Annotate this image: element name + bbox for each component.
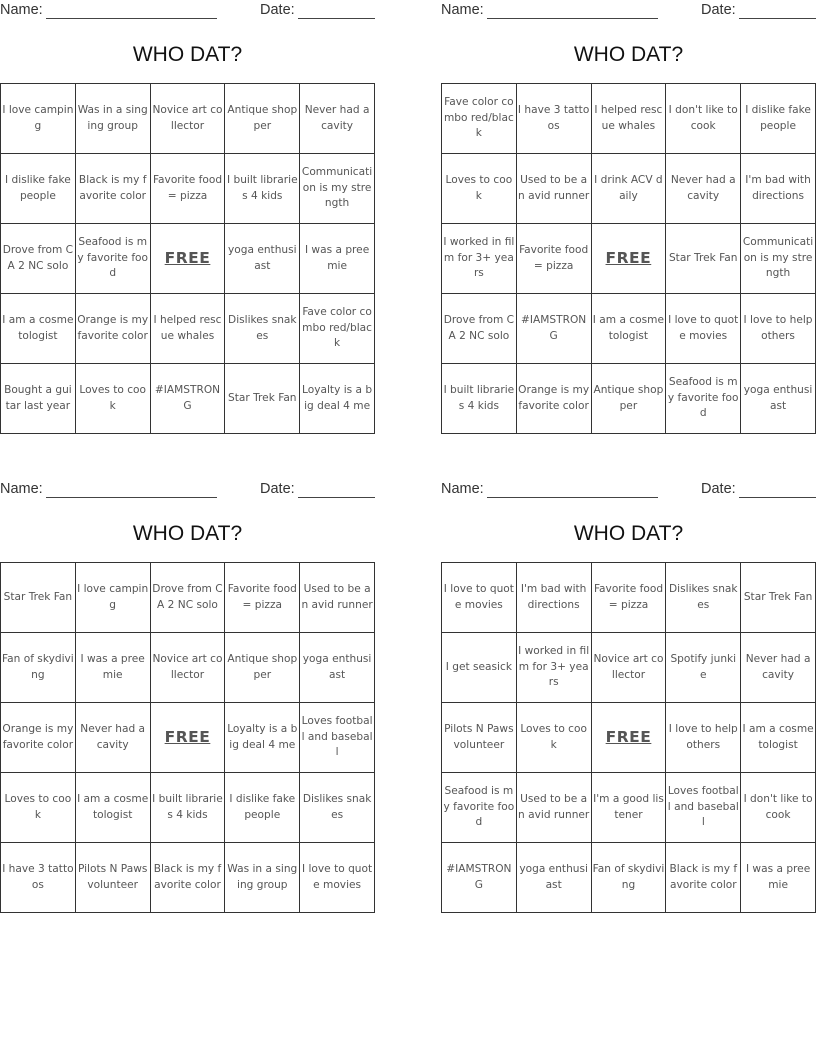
date-blank-line[interactable] <box>298 497 375 498</box>
bingo-square[interactable]: I love to quote movies <box>442 563 517 633</box>
name-blank-line[interactable] <box>487 497 658 498</box>
bingo-square[interactable]: I drink ACV daily <box>591 154 666 224</box>
bingo-square[interactable]: Orange is my favorite color <box>1 703 76 773</box>
bingo-row <box>1 364 375 434</box>
bingo-row <box>1 154 375 224</box>
bingo-square[interactable]: I dislike fake people <box>225 773 300 843</box>
bingo-square[interactable]: Star Trek Fan <box>741 563 816 633</box>
bingo-square[interactable]: Seafood is my favorite food <box>442 773 517 843</box>
bingo-row <box>1 703 375 773</box>
bingo-row <box>1 294 375 364</box>
bingo-square[interactable]: I dislike fake people <box>1 154 76 224</box>
bingo-square[interactable]: I get seasick <box>442 633 517 703</box>
bingo-square[interactable]: Antique shopper <box>225 633 300 703</box>
card-title: WHO DAT? <box>132 43 243 66</box>
bingo-row <box>442 154 816 224</box>
bingo-row <box>442 703 816 773</box>
date-blank-line[interactable] <box>739 497 816 498</box>
bingo-square[interactable]: Drove from CA 2 NC solo <box>1 224 76 294</box>
bingo-square[interactable]: Drove from CA 2 NC solo <box>150 563 225 633</box>
bingo-row <box>442 773 816 843</box>
bingo-square[interactable]: Favorite food = pizza <box>150 154 225 224</box>
date-label: Date: <box>701 2 736 18</box>
bingo-square[interactable]: I worked in film for 3+ years <box>442 224 517 294</box>
bingo-square[interactable]: Fan of skydiving <box>1 633 76 703</box>
bingo-square[interactable]: Black is my favorite color <box>150 843 225 913</box>
bingo-square[interactable]: yoga enthusiast <box>225 224 300 294</box>
bingo-square[interactable]: yoga enthusiast <box>300 633 375 703</box>
bingo-square[interactable]: #IAMSTRONG <box>442 843 517 913</box>
bingo-square[interactable]: Orange is my favorite color <box>516 364 591 434</box>
bingo-row <box>442 843 816 913</box>
bingo-row <box>442 563 816 633</box>
bingo-square[interactable]: I was a preemie <box>300 224 375 294</box>
bingo-row <box>1 843 375 913</box>
card-header <box>441 2 816 22</box>
bingo-square[interactable]: I was a preemie <box>75 633 150 703</box>
name-blank-line[interactable] <box>46 18 217 19</box>
bingo-card <box>0 0 375 440</box>
bingo-square[interactable]: I was a preemie <box>741 843 816 913</box>
bingo-row <box>442 364 816 434</box>
bingo-square[interactable]: I love camping <box>75 563 150 633</box>
card-header <box>0 2 375 22</box>
bingo-square[interactable]: Never had a cavity <box>300 84 375 154</box>
name-label: Name: <box>441 481 484 497</box>
bingo-card <box>0 479 375 919</box>
bingo-square[interactable]: I have 3 tattoos <box>516 84 591 154</box>
bingo-square[interactable]: Loves football and baseball <box>300 703 375 773</box>
bingo-square[interactable]: Loves to cook <box>75 364 150 434</box>
bingo-square[interactable]: Dislikes snakes <box>225 294 300 364</box>
bingo-square[interactable]: Was in a singing group <box>75 84 150 154</box>
bingo-square[interactable]: Loves to cook <box>1 773 76 843</box>
bingo-square[interactable]: Never had a cavity <box>75 703 150 773</box>
bingo-square[interactable]: Seafood is my favorite food <box>666 364 741 434</box>
bingo-card <box>441 479 816 919</box>
bingo-square[interactable]: I helped rescue whales <box>150 294 225 364</box>
bingo-square[interactable]: Loyalty is a big deal 4 me <box>225 703 300 773</box>
bingo-card <box>441 0 816 440</box>
bingo-square[interactable]: Orange is my favorite color <box>75 294 150 364</box>
card-header <box>0 481 375 501</box>
bingo-square[interactable]: Star Trek Fan <box>1 563 76 633</box>
bingo-square[interactable]: Was in a singing group <box>225 843 300 913</box>
bingo-square[interactable]: Favorite food = pizza <box>591 563 666 633</box>
card-header <box>441 481 816 501</box>
bingo-square[interactable]: I built libraries 4 kids <box>150 773 225 843</box>
bingo-square[interactable]: I love camping <box>1 84 76 154</box>
bingo-square[interactable]: Favorite food = pizza <box>225 563 300 633</box>
bingo-square[interactable]: Dislikes snakes <box>300 773 375 843</box>
date-label: Date: <box>701 481 736 497</box>
bingo-square[interactable]: I'm bad with directions <box>741 154 816 224</box>
bingo-square[interactable]: Pilots N Paws volunteer <box>75 843 150 913</box>
bingo-square[interactable]: Communication is my strength <box>300 154 375 224</box>
bingo-square[interactable]: Used to be an avid runner <box>516 154 591 224</box>
card-title: WHO DAT? <box>132 522 243 545</box>
bingo-square[interactable]: yoga enthusiast <box>741 364 816 434</box>
bingo-square[interactable]: #IAMSTRONG <box>150 364 225 434</box>
card-title: WHO DAT? <box>573 522 684 545</box>
date-blank-line[interactable] <box>739 18 816 19</box>
bingo-square[interactable]: I am a cosmetologist <box>591 294 666 364</box>
bingo-square[interactable]: Black is my favorite color <box>666 843 741 913</box>
bingo-square[interactable]: I'm bad with directions <box>516 563 591 633</box>
bingo-row <box>1 773 375 843</box>
bingo-square[interactable]: I am a cosmetologist <box>1 294 76 364</box>
bingo-grid <box>441 83 816 434</box>
bingo-row <box>442 224 816 294</box>
bingo-square[interactable]: I love to quote movies <box>300 843 375 913</box>
bingo-square[interactable]: I worked in film for 3+ years <box>516 633 591 703</box>
bingo-square[interactable]: Fan of skydiving <box>591 843 666 913</box>
bingo-square[interactable]: Novice art collector <box>591 633 666 703</box>
bingo-square[interactable]: I don't like to cook <box>666 84 741 154</box>
bingo-square[interactable]: Black is my favorite color <box>75 154 150 224</box>
bingo-square[interactable]: Spotify junkie <box>666 633 741 703</box>
bingo-square[interactable]: Communication is my strength <box>741 224 816 294</box>
bingo-square[interactable]: I don't like to cook <box>741 773 816 843</box>
date-blank-line[interactable] <box>298 18 375 19</box>
name-label: Name: <box>441 2 484 18</box>
bingo-row <box>1 224 375 294</box>
bingo-row <box>442 294 816 364</box>
bingo-square[interactable]: Never had a cavity <box>741 633 816 703</box>
bingo-square[interactable]: I am a cosmetologist <box>741 703 816 773</box>
bingo-square[interactable]: Fave color combo red/black <box>300 294 375 364</box>
name-label: Name: <box>0 481 43 497</box>
bingo-grid <box>0 83 375 434</box>
bingo-square[interactable]: Favorite food = pizza <box>516 224 591 294</box>
bingo-square[interactable]: Antique shopper <box>591 364 666 434</box>
bingo-square[interactable]: Bought a guitar last year <box>1 364 76 434</box>
bingo-square[interactable]: Novice art collector <box>150 84 225 154</box>
bingo-square[interactable]: I dislike fake people <box>741 84 816 154</box>
bingo-square[interactable]: I built libraries 4 kids <box>442 364 517 434</box>
bingo-row <box>1 633 375 703</box>
bingo-square[interactable]: Loves to cook <box>516 703 591 773</box>
bingo-square[interactable]: yoga enthusiast <box>516 843 591 913</box>
bingo-grid <box>441 562 816 913</box>
bingo-square[interactable]: I have 3 tattoos <box>1 843 76 913</box>
card-title: WHO DAT? <box>573 43 684 66</box>
bingo-grid <box>0 562 375 913</box>
bingo-square[interactable]: Drove from CA 2 NC solo <box>442 294 517 364</box>
bingo-row <box>1 563 375 633</box>
bingo-square[interactable]: Antique shopper <box>225 84 300 154</box>
bingo-square[interactable]: I love to help others <box>666 703 741 773</box>
bingo-square[interactable]: Dislikes snakes <box>666 563 741 633</box>
bingo-square[interactable]: I love to quote movies <box>666 294 741 364</box>
name-blank-line[interactable] <box>487 18 658 19</box>
bingo-square[interactable]: #IAMSTRONG <box>516 294 591 364</box>
name-label: Name: <box>0 2 43 18</box>
bingo-row <box>442 84 816 154</box>
free-space[interactable]: FREE <box>150 703 225 773</box>
bingo-square[interactable]: Fave color combo red/black <box>442 84 517 154</box>
bingo-square[interactable]: Novice art collector <box>150 633 225 703</box>
free-space[interactable]: FREE <box>150 224 225 294</box>
bingo-square[interactable]: Used to be an avid runner <box>516 773 591 843</box>
bingo-square[interactable]: Seafood is my favorite food <box>75 224 150 294</box>
bingo-square[interactable]: Star Trek Fan <box>225 364 300 434</box>
bingo-square[interactable]: Pilots N Paws volunteer <box>442 703 517 773</box>
bingo-square[interactable]: I built libraries 4 kids <box>225 154 300 224</box>
bingo-square[interactable]: I'm a good listener <box>591 773 666 843</box>
bingo-square[interactable]: I love to help others <box>741 294 816 364</box>
bingo-square[interactable]: Used to be an avid runner <box>300 563 375 633</box>
bingo-row <box>1 84 375 154</box>
free-space[interactable]: FREE <box>591 703 666 773</box>
free-space[interactable]: FREE <box>591 224 666 294</box>
bingo-square[interactable]: I helped rescue whales <box>591 84 666 154</box>
name-blank-line[interactable] <box>46 497 217 498</box>
bingo-square[interactable]: I am a cosmetologist <box>75 773 150 843</box>
date-label: Date: <box>260 481 295 497</box>
date-label: Date: <box>260 2 295 18</box>
bingo-square[interactable]: Loves football and baseball <box>666 773 741 843</box>
bingo-square[interactable]: Loves to cook <box>442 154 517 224</box>
bingo-square[interactable]: Loyalty is a big deal 4 me <box>300 364 375 434</box>
bingo-square[interactable]: Star Trek Fan <box>666 224 741 294</box>
bingo-row <box>442 633 816 703</box>
bingo-square[interactable]: Never had a cavity <box>666 154 741 224</box>
